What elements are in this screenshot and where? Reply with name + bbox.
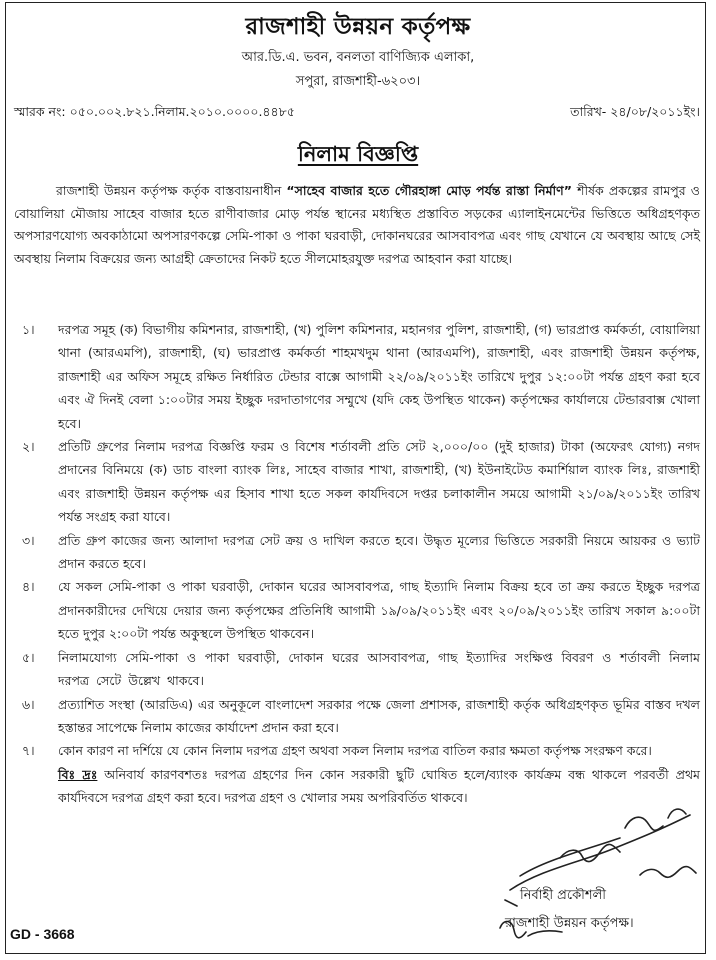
item-number: ৫। <box>22 649 35 665</box>
item-number: ৪। <box>22 579 35 595</box>
item-text: দরপত্র সমূহ (ক) বিভাগীয় কমিশনার, রাজশাহী, (খ) পুলিশ কমিশনার, মহানগর পুলিশ, রাজশাহী, (গ) ভারপ্রাপ্ত কর্মকর্তা, বোয়ালিয়া থানা (আরএমপি), রাজশাহী, (ঘ) ভারপ্রাপ্ত কর্মকর্তা শাহমখদুম থানা (আরএমপি), রাজশাহী, এবং রাজশাহী উন্নয়ন কর্তৃপক্ষ, রাজশাহী এর অফিস সমূহে রক্ষিত নির্ধারিত টেন্ডার বাক্সে আগামী ২২/০৯/২০১১ইং তারিখে দুপুর ১২:০০টা পর্যন্ত গ্রহণ করা হবে এবং ঐ দিনই বেলা ১:০০টার সময় ইচ্ছুক দরদাতাগণের সম্মুখে (যদি কেহ উপস্থিত থাকেন) কর্তৃপক্ষের কার্যালয়ে টেন্ডারবাক্স খোলা হবে। <box>58 322 700 431</box>
terms-list <box>14 318 700 810</box>
list-item <box>14 575 700 645</box>
signatory-organization: রাজশাহী উন্নয়ন কর্তৃপক্ষ। <box>505 916 634 931</box>
item-text: প্রত্যাশিত সংস্থা (আরডিএ) এর অনুকূলে বাংলাদেশ সরকার পক্ষে জেলা প্রশাসক, রাজশাহী কর্তৃক অধিগ্রহণকৃত ভূমির বাস্তব দখল হস্তান্তর সাপেক্ষে নিলাম কাজের কার্যাদেশ প্রদান করা হবে। <box>58 696 700 735</box>
item-text: নিলামযোগ্য সেমি-পাকা ও পাকা ঘরবাড়ী, দোকান ঘরের আসবাবপত্র, গাছ ইত্যাদির সংক্ষিপ্ত বিবরণ ও শর্তাবলী নিলাম দরপত্র সেটে উল্লেখ থাকবে। <box>58 649 700 689</box>
intro-part-2: শীর্ষক প্রকল্পের রামপুর ও বোয়ালিয়া মৌজায় সাহেব বাজার হতে রাণীবাজার মোড় পর্যন্ত স্থানের মধ্যস্থিত প্রস্তাবিত সড়কের এ্যালাইনমেন্টের ভিত্তিতে অধিগ্রহণকৃত অপসারণযোগ্য অবকাঠামো অপসারণকল্পে সেমি-পাকা ও পাকা ঘরবাড়ী, দোকানঘরের আসবাবপত্র এবং গাছ যেখানে যে অবস্থায় আছে সেই অবস্থায় নিলাম বিক্রয়ের জন্য আগ্রহী ক্রেতাদের নিকট হতে সীলমোহরযুক্ত দরপত্র আহবান করা যাচ্ছে। <box>14 183 700 266</box>
project-name: “সাহেব বাজার হতে গৌরহাঙ্গা মোড় পর্যন্ত রাস্তা নির্মাণ” <box>286 183 572 198</box>
list-item <box>14 318 700 435</box>
list-item <box>14 693 700 740</box>
intro-paragraph <box>14 180 700 270</box>
address-line-1: আর.ডি.এ. ভবন, বনলতা বাণিজ্যিক এলাকা, <box>241 50 475 65</box>
nb-note <box>14 763 700 810</box>
gd-code: GD - 3668 <box>10 926 75 942</box>
list-item <box>14 739 700 762</box>
item-number: ৭। <box>22 743 35 759</box>
nb-label: বিঃ দ্রঃ <box>58 766 98 782</box>
notice-title-text: নিলাম বিজ্ঞপ্তি <box>297 142 419 166</box>
list-item <box>14 529 700 576</box>
list-item <box>14 435 700 529</box>
address-line-2: সপুরা, রাজশাহী-৬২০৩। <box>295 74 421 89</box>
nb-spacer <box>14 763 58 810</box>
item-text: যে সকল সেমি-পাকা ও পাকা ঘরবাড়ী, দোকান ঘরের আসবাবপত্র, গাছ ইত্যাদি নিলাম বিক্রয় হবে তা ক্রয় করতে ইচ্ছুক দরপত্র প্রদানকারীদের দেখিয়ে দেয়ার জন্য কর্তৃপক্ষের প্রতিনিধি আগামী ১৯/০৯/২০১১ইং এবং ২০/০৯/২০১১ইং তারিখ সকাল ৯:০০টা হতে দুপুর ২:০০টা পর্যন্ত অকুস্থলে উপস্থিত থাকবেন। <box>58 579 700 642</box>
notice-title <box>0 138 716 173</box>
list-item <box>14 646 700 693</box>
memo-number: স্মারক নং: ০৫০.০০২.৮২১.নিলাম.২০১০.০০০০.৪৪৮৫ <box>14 104 295 119</box>
organization-name: রাজশাহী উন্নয়ন কর্তৃপক্ষ <box>245 14 471 40</box>
item-text: প্রতিটি গ্রুপের নিলাম দরপত্র বিজ্ঞপ্তি ফরম ও বিশেষ শর্তাবলী প্রতি সেট ২,০০০/০০ (দুই হাজার) টাকা (অফেরৎ যোগ্য) নগদ প্রদানের বিনিময়ে (ক) ডাচ বাংলা ব্যাংক লিঃ, সাহেব বাজার শাখা, রাজশাহী, (খ) ইউনাইটেড কমার্শিয়াল ব্যাংক লিঃ, রাজশাহী এবং রাজশাহী উন্নয়ন কর্তৃপক্ষ এর হিসাব শাখা হতে সকল কার্যদিবসে দপ্তর চলাকালীন সময়ে আগামী ২১/০৯/২০১১ইং তারিখ পর্যন্ত সংগ্রহ করা যাবে। <box>58 439 700 525</box>
nb-note-text <box>58 763 700 810</box>
signatory-designation: নির্বাহী প্রকৌশলী <box>520 888 607 903</box>
item-number: ২। <box>22 439 35 455</box>
nb-text: অনিবার্য কারণবশতঃ দরপত্র গ্রহণের দিন কোন সরকারী ছুটি ঘোষিত হলে/ব্যাংক কার্যক্রম বন্ধ থাকলে পরবর্তী প্রথম কার্যদিবসে দরপত্র গ্রহণ করা হবে। দরপত্র গ্রহণ ও খোলার সময় অপরিবর্তিত থাকবে। <box>58 766 700 806</box>
item-number: ৩। <box>22 532 35 548</box>
item-number: ১। <box>22 322 35 337</box>
intro-part-1: রাজশাহী উন্নয়ন কর্তৃপক্ষ কর্তৃক বাস্তবায়নাধীন <box>56 183 282 198</box>
item-text: কোন কারণ না দর্শিয়ে যে কোন নিলাম দরপত্র গ্রহণ অথবা সকল নিলাম দরপত্র বাতিল করার ক্ষমতা কর্তৃপক্ষ সংরক্ষণ করে। <box>58 743 652 759</box>
item-number: ৬। <box>22 696 35 712</box>
memo-date: তারিখ- ২৪/০৮/২০১১ইং। <box>570 104 700 119</box>
item-text: প্রতি গ্রুপ কাজের জন্য আলাদা দরপত্র সেট ক্রয় ও দাখিল করতে হবে। উদ্ধৃত মূল্যের ভিত্তিতে সরকারী নিয়মে আয়কর ও ভ্যাট প্রদান করতে হবে। <box>58 532 700 572</box>
